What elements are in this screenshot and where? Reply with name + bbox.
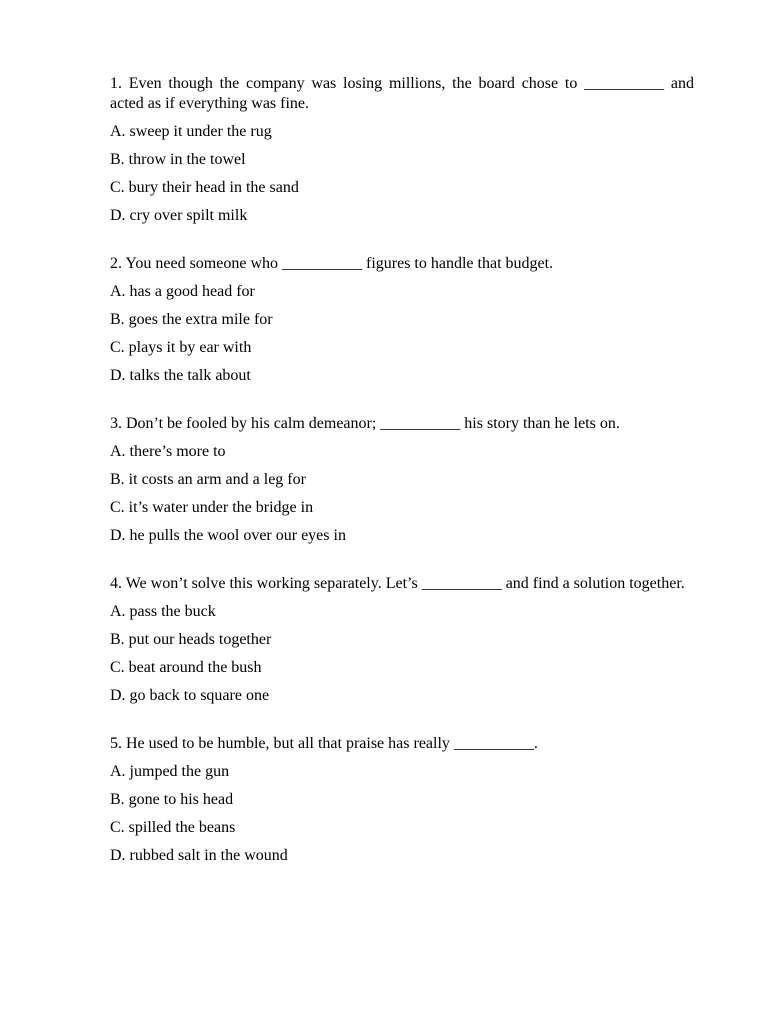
option-b: B. gone to his head bbox=[110, 791, 234, 808]
option-b: B. throw in the towel bbox=[110, 151, 246, 168]
question-stem: 2. You need someone who __________ figures to handle that budget. bbox=[110, 255, 554, 272]
option-c: C. beat around the bush bbox=[110, 659, 262, 676]
question-stem: 1. Even though the company was losing millions, the board chose to __________ and acted as if everything was fine. bbox=[110, 75, 694, 112]
question-3 bbox=[110, 414, 694, 546]
question-stem: 4. We won’t solve this working separately. Let’s __________ and find a solution together. bbox=[110, 575, 685, 592]
option-b: B. it costs an arm and a leg for bbox=[110, 471, 306, 488]
option-a: A. jumped the gun bbox=[110, 763, 230, 780]
option-d: D. talks the talk about bbox=[110, 367, 251, 384]
option-d: D. he pulls the wool over our eyes in bbox=[110, 527, 346, 544]
option-d: D. go back to square one bbox=[110, 687, 270, 704]
option-b: B. goes the extra mile for bbox=[110, 311, 273, 328]
question-4 bbox=[110, 574, 694, 706]
option-c: C. spilled the beans bbox=[110, 819, 236, 836]
option-a: A. pass the buck bbox=[110, 603, 216, 620]
option-c: C. it’s water under the bridge in bbox=[110, 499, 314, 516]
option-c: C. bury their head in the sand bbox=[110, 179, 299, 196]
question-stem: 3. Don’t be fooled by his calm demeanor; __________ his story than he lets on. bbox=[110, 415, 620, 432]
option-c: C. plays it by ear with bbox=[110, 339, 252, 356]
question-stem: 5. He used to be humble, but all that praise has really __________. bbox=[110, 735, 538, 752]
option-a: A. there’s more to bbox=[110, 443, 226, 460]
option-a: A. sweep it under the rug bbox=[110, 123, 272, 140]
option-d: D. cry over spilt milk bbox=[110, 207, 248, 224]
question-2 bbox=[110, 254, 694, 386]
option-d: D. rubbed salt in the wound bbox=[110, 847, 288, 864]
option-a: A. has a good head for bbox=[110, 283, 255, 300]
question-5 bbox=[110, 734, 694, 866]
question-1 bbox=[110, 74, 694, 226]
option-b: B. put our heads together bbox=[110, 631, 272, 648]
